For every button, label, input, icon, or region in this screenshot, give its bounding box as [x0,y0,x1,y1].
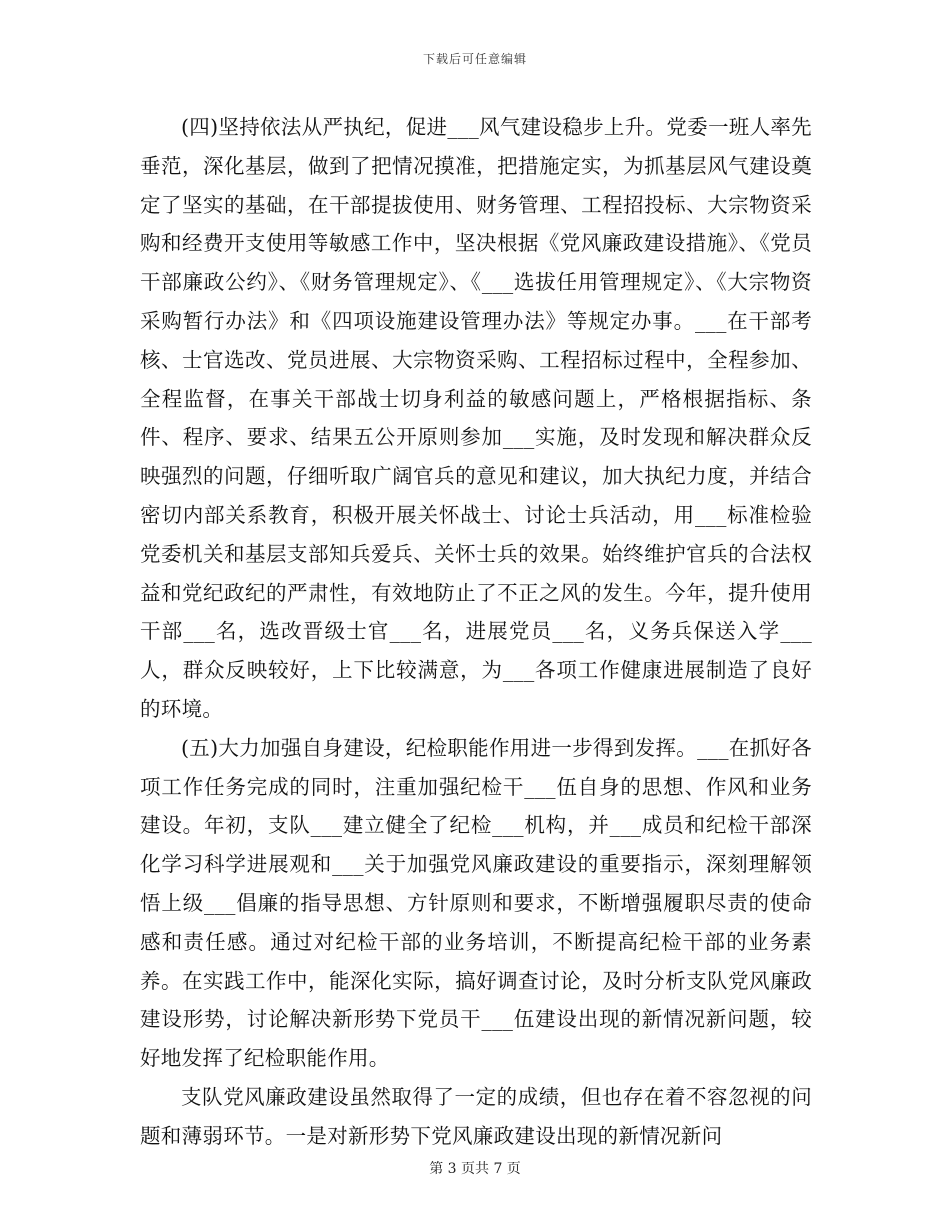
paragraph-section-four: (四)坚持依法从严执纪，促进___风气建设稳步上升。党委一班人率先垂范，深化基层，做到了把情况摸准，把措施定实，为抓基层风气建设奠定了坚实的基础，在干部提拔使用、财务管理、工程招投标、大宗物资采购和经费开支使用等敏感工作中，坚决根据《党风廉政建设措施》、《党员干部廉政公约》、《财务管理规定》、《___选拔任用管理规定》、《大宗物资采购暂行办法》和《四项设施建设管理办法》等规定办事。___在干部考核、士官选改、党员进展、大宗物资采购、工程招标过程中，全程参加、全程监督，在事关干部战士切身利益的敏感问题上，严格根据指标、条件、程序、要求、结果五公开原则参加___实施，及时发现和解决群众反映强烈的问题，仔细听取广阔官兵的意见和建议，加大执纪力度，并结合密切内部关系教育，积极开展关怀战士、讨论士兵活动，用___标准检验党委机关和基层支部知兵爱兵、关怀士兵的效果。始终维护官兵的合法权益和党纪政纪的严肃性，有效地防止了不正之风的发生。今年，提升使用干部___名，选改晋级士官___名，进展党员___名，义务兵保送入学___人，群众反映较好，上下比较满意，为___各项工作健康进展制造了良好的环境。 [140,115,812,721]
page-header: 下载后可任意编辑 [422,52,527,66]
paragraph-problems: 支队党风廉政建设虽然取得了一定的成绩，但也存在着不容忽视的问题和薄弱环节。一是对新形势下党风廉政建设出现的新情况新问 [140,1084,812,1148]
paragraph-section-five: (五)大力加强自身建设，纪检职能作用进一步得到发挥。___在抓好各项工作任务完成的同时，注重加强纪检干___伍自身的思想、作风和业务建设。年初，支队___建立健全了纪检___机构，并___成员和纪检干部深化学习科学进展观和___关于加强党风廉政建设的重要指示，深刻理解领悟上级___倡廉的指导思想、方针原则和要求，不断增强履职尽责的使命感和责任感。通过对纪检干部的业务培训，不断提高纪检干部的业务素养。在实践工作中，能深化实际，搞好调查讨论，及时分析支队党风廉政建设形势，讨论解决新形势下党员干___伍建设出现的新情况新问题，较好地发挥了纪检职能作用。 [140,735,812,1071]
document-body [140,108,812,1156]
page-number: 第 3 页共 7 页 [429,1161,521,1177]
